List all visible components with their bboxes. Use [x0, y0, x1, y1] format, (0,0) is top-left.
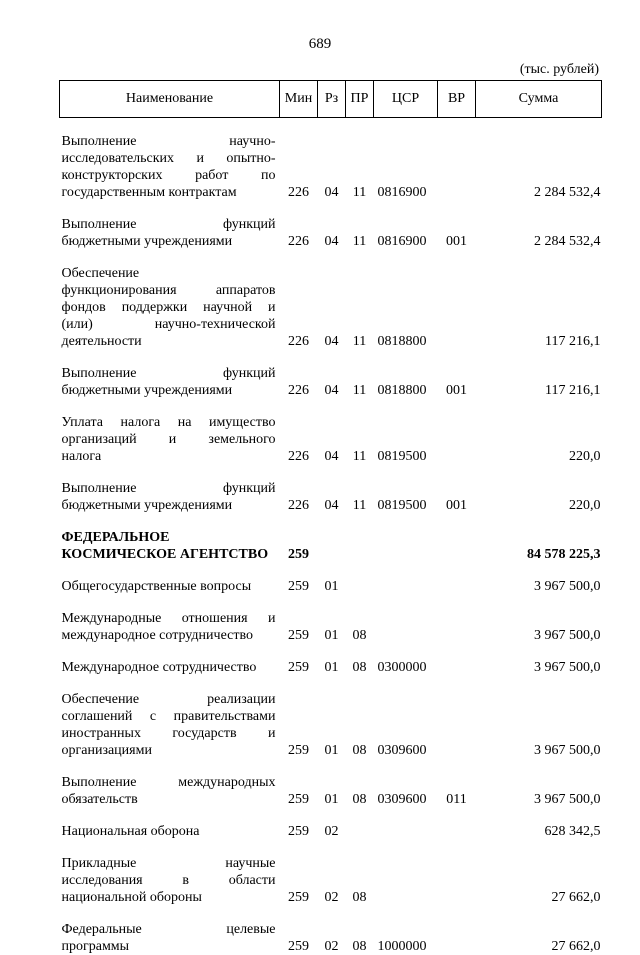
row-rz: 04	[324, 448, 339, 464]
table-row	[60, 774, 602, 808]
row-csr: 0309600	[377, 742, 427, 758]
row-rz: 01	[324, 791, 339, 807]
row-pr	[346, 529, 374, 563]
row-name-line: функционирования аппаратов	[61, 282, 276, 298]
row-csr: 0816900	[377, 184, 427, 200]
row-rz: 02	[324, 889, 339, 905]
row-name	[60, 216, 280, 250]
row-name-line: Международное сотрудничество	[61, 659, 257, 675]
row-csr	[374, 578, 438, 595]
row-vr	[438, 921, 476, 955]
row-rz: 04	[324, 184, 339, 200]
row-pr: 11	[352, 448, 367, 464]
row-name	[60, 133, 280, 201]
row-name-line: Выполнение функций	[61, 365, 276, 381]
row-name-line: Обеспечение	[61, 265, 140, 281]
header-sum: Сумма	[476, 81, 602, 118]
row-min: 259	[288, 823, 309, 839]
row-name-line: соглашений с правительствами	[61, 708, 276, 724]
row-spacer	[60, 201, 602, 216]
row-name-line: Выполнение научно-	[61, 133, 276, 149]
row-name-line: бюджетными учреждениями	[61, 497, 233, 513]
row-name	[60, 529, 280, 563]
row-csr: 0816900	[377, 233, 427, 249]
row-pr: 11	[352, 497, 367, 513]
table-row	[60, 480, 602, 514]
row-name-line: Федеральные целевые	[61, 921, 276, 937]
row-min: 259	[288, 659, 309, 675]
row-name	[60, 480, 280, 514]
row-name-line: Прикладные научные	[61, 855, 276, 871]
table-row	[60, 265, 602, 350]
row-name	[60, 823, 280, 840]
row-sum: 2 284 532,4	[534, 233, 601, 249]
header-vr: ВР	[438, 81, 476, 118]
header-rz: Рз	[318, 81, 346, 118]
row-vr	[438, 610, 476, 644]
row-vr: 001	[446, 382, 467, 398]
row-name-line: бюджетными учреждениями	[61, 233, 233, 249]
header-name: Наименование	[60, 81, 280, 118]
table-row	[60, 578, 602, 595]
table-row	[60, 659, 602, 676]
units-label: (тыс. рублей)	[519, 62, 599, 77]
row-csr: 0819500	[377, 448, 427, 464]
row-pr: 11	[352, 184, 367, 200]
row-csr	[374, 823, 438, 840]
row-vr: 001	[446, 497, 467, 513]
table-row	[60, 921, 602, 955]
row-min: 259	[288, 578, 309, 594]
row-name-line: исследования в области	[61, 872, 276, 888]
row-spacer	[60, 676, 602, 691]
row-vr	[438, 133, 476, 201]
row-sum: 220,0	[569, 497, 601, 513]
row-name	[60, 921, 280, 955]
row-vr	[438, 855, 476, 906]
table-row	[60, 216, 602, 250]
row-pr: 08	[352, 791, 367, 807]
row-rz: 04	[324, 382, 339, 398]
row-name-line: Выполнение функций	[61, 216, 276, 232]
header-pr: ПР	[346, 81, 374, 118]
row-name-line: бюджетными учреждениями	[61, 382, 233, 398]
table-row	[60, 691, 602, 759]
row-vr	[438, 659, 476, 676]
row-name	[60, 659, 280, 676]
row-sum: 84 578 225,3	[527, 546, 601, 562]
row-vr	[438, 414, 476, 465]
row-pr: 08	[352, 627, 367, 643]
row-min: 226	[288, 184, 309, 200]
table-row	[60, 855, 602, 906]
row-name-line: деятельности	[61, 333, 142, 349]
row-name-line: фондов поддержки научной и	[61, 299, 276, 315]
row-rz: 01	[324, 578, 339, 594]
row-name	[60, 610, 280, 644]
row-spacer	[60, 465, 602, 480]
row-min: 226	[288, 448, 309, 464]
row-pr	[346, 823, 374, 840]
row-spacer	[60, 350, 602, 365]
row-csr	[374, 610, 438, 644]
row-name-line: Выполнение международных	[61, 774, 276, 790]
row-name-line: Уплата налога на имущество	[61, 414, 276, 430]
row-vr	[438, 578, 476, 595]
row-rz	[318, 529, 346, 563]
row-name-line: (или) научно-технической	[61, 316, 276, 332]
row-pr: 11	[352, 382, 367, 398]
table-row	[60, 133, 602, 201]
row-min: 226	[288, 497, 309, 513]
row-name-line: обязательств	[61, 791, 138, 807]
row-min: 259	[288, 889, 309, 905]
row-name-line: исследовательских и опытно-	[61, 150, 276, 166]
row-name-line: программы	[61, 938, 130, 954]
row-spacer	[60, 595, 602, 610]
row-sum: 117 216,1	[545, 382, 601, 398]
row-csr: 1000000	[377, 938, 427, 954]
row-name-line: Общегосударственные вопросы	[61, 578, 252, 594]
row-rz: 01	[324, 627, 339, 643]
row-name-line: налога	[61, 448, 102, 464]
header-min: Мин	[280, 81, 318, 118]
row-name	[60, 855, 280, 906]
row-min: 226	[288, 333, 309, 349]
row-spacer	[60, 840, 602, 855]
row-pr: 08	[352, 889, 367, 905]
row-name	[60, 578, 280, 595]
header-csr: ЦСР	[374, 81, 438, 118]
row-rz: 01	[324, 659, 339, 675]
row-csr	[374, 855, 438, 906]
row-sum: 3 967 500,0	[534, 627, 601, 643]
row-pr: 08	[352, 742, 367, 758]
row-rz: 04	[324, 233, 339, 249]
row-name-line: национальной обороны	[61, 889, 202, 905]
row-name-line: Международные отношения и	[61, 610, 276, 626]
row-spacer	[60, 759, 602, 774]
table-row	[60, 529, 602, 563]
row-name	[60, 774, 280, 808]
table-row	[60, 610, 602, 644]
row-pr: 08	[352, 659, 367, 675]
row-vr	[438, 529, 476, 563]
row-name-line: международное сотрудничество	[61, 627, 253, 643]
row-rz: 04	[324, 497, 339, 513]
row-min: 259	[288, 627, 309, 643]
row-spacer	[60, 906, 602, 921]
row-pr: 08	[352, 938, 367, 954]
row-csr: 0818800	[377, 382, 427, 398]
row-name	[60, 365, 280, 399]
row-pr: 11	[352, 233, 367, 249]
row-name-line: Обеспечение реализации	[61, 691, 276, 707]
row-name	[60, 265, 280, 350]
row-min: 259	[288, 938, 309, 954]
row-name-line: иностранных государств и	[61, 725, 276, 741]
row-csr: 0819500	[377, 497, 427, 513]
row-sum: 2 284 532,4	[534, 184, 601, 200]
row-sum: 27 662,0	[551, 938, 601, 954]
row-rz: 04	[324, 333, 339, 349]
row-sum: 3 967 500,0	[534, 791, 601, 807]
row-vr	[438, 823, 476, 840]
row-name-line: ФЕДЕРАЛЬНОЕ	[61, 529, 170, 545]
row-name-line: КОСМИЧЕСКОЕ АГЕНТСТВО	[61, 546, 269, 562]
row-spacer	[60, 808, 602, 823]
row-spacer	[60, 399, 602, 414]
row-sum: 3 967 500,0	[534, 659, 601, 675]
row-name	[60, 691, 280, 759]
page-number: 689	[308, 36, 332, 52]
row-pr	[346, 578, 374, 595]
row-spacer	[60, 250, 602, 265]
row-vr	[438, 265, 476, 350]
row-rz: 02	[324, 823, 339, 839]
row-spacer	[60, 644, 602, 659]
row-name-line: Национальная оборона	[61, 823, 200, 839]
row-min: 259	[288, 742, 309, 758]
row-sum: 117 216,1	[545, 333, 601, 349]
row-sum: 3 967 500,0	[534, 578, 601, 594]
budget-table	[59, 80, 602, 955]
row-name-line: Выполнение функций	[61, 480, 276, 496]
table-body	[60, 118, 602, 955]
row-spacer	[60, 514, 602, 529]
row-vr: 001	[446, 233, 467, 249]
row-rz: 01	[324, 742, 339, 758]
row-spacer	[60, 118, 602, 133]
row-spacer	[60, 563, 602, 578]
row-name-line: конструкторских работ по	[61, 167, 276, 183]
row-sum: 27 662,0	[551, 889, 601, 905]
row-min: 259	[288, 546, 309, 562]
row-csr: 0309600	[377, 791, 427, 807]
row-name-line: государственным контрактам	[61, 184, 237, 200]
row-csr: 0300000	[377, 659, 427, 675]
row-name	[60, 414, 280, 465]
table-header	[60, 81, 602, 118]
table-row	[60, 823, 602, 840]
row-sum: 220,0	[569, 448, 601, 464]
row-name-line: организациями	[61, 742, 152, 758]
row-name-line: организаций и земельного	[61, 431, 276, 447]
row-min: 226	[288, 382, 309, 398]
table-row	[60, 414, 602, 465]
row-vr	[438, 691, 476, 759]
row-rz: 02	[324, 938, 339, 954]
row-pr: 11	[352, 333, 367, 349]
row-min: 259	[288, 791, 309, 807]
row-sum: 3 967 500,0	[534, 742, 601, 758]
table-row	[60, 365, 602, 399]
row-min: 226	[288, 233, 309, 249]
row-sum: 628 342,5	[544, 823, 601, 839]
row-csr: 0818800	[377, 333, 427, 349]
row-vr: 011	[446, 791, 467, 807]
row-csr	[374, 529, 438, 563]
